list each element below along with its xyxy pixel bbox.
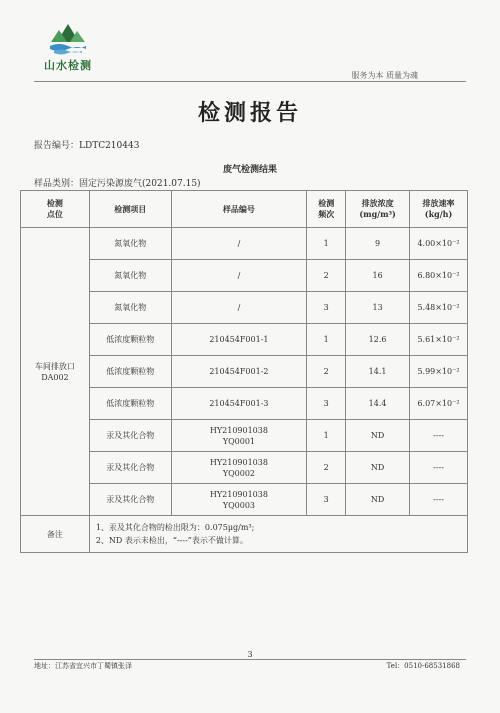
sample-cell: 210454F001-1: [171, 324, 307, 356]
rate-cell: 6.07×10⁻²: [410, 388, 468, 420]
sample-category: 样品类别：固定污染源废气(2021.07.15): [34, 179, 201, 189]
page-title: 检测报告: [197, 100, 302, 126]
freq-cell: 2: [307, 356, 346, 388]
item-cell: 氮氧化物: [89, 228, 171, 260]
rate-cell: 5.99×10⁻²: [410, 356, 468, 388]
sample-cell: HY210901038 YQ0002: [171, 452, 307, 484]
header-sample-no: 样品编号: [171, 191, 307, 228]
note-line: 1、汞及其化合物的检出限为：0.075μg/m³;: [95, 523, 255, 532]
header-concentration: 排放浓度 (mg/m³): [346, 191, 410, 228]
item-cell: 汞及其化合物: [89, 484, 171, 516]
rate-cell: 5.61×10⁻²: [410, 324, 468, 356]
conc-cell: 14.4: [346, 388, 410, 420]
report-number: 报告编号：LDTC210443: [34, 141, 140, 151]
slogan: 服务为本 质量为魂: [351, 71, 418, 80]
header-rule: [34, 81, 466, 82]
item-cell: 低浓度颗粒物: [89, 388, 171, 420]
footer-rule: [34, 659, 466, 660]
item-cell: 汞及其化合物: [89, 452, 171, 484]
notes-content: [89, 516, 467, 553]
header-rate: 排放速率 (kg/h): [410, 191, 468, 228]
notes-row: [21, 516, 468, 553]
location-cell: 车间排放口 DA002: [21, 228, 90, 516]
footer-address: 地址：江苏省宜兴市丁蜀镇张泽: [34, 662, 132, 670]
mountain-water-logo-icon: [48, 22, 88, 56]
freq-cell: 3: [307, 388, 346, 420]
conc-cell: ND: [346, 452, 410, 484]
conc-cell: 12.6: [346, 324, 410, 356]
rate-cell: ----: [410, 452, 468, 484]
freq-cell: 3: [307, 484, 346, 516]
freq-cell: 2: [307, 452, 346, 484]
conc-cell: ND: [346, 420, 410, 452]
rate-cell: ----: [410, 420, 468, 452]
freq-cell: 1: [307, 420, 346, 452]
rate-cell: 4.00×10⁻²: [410, 228, 468, 260]
header-point: 检测 点位: [21, 191, 90, 228]
rate-cell: ----: [410, 484, 468, 516]
conc-cell: 13: [346, 292, 410, 324]
table-title: 废气检测结果: [222, 165, 277, 175]
conc-cell: ND: [346, 484, 410, 516]
item-cell: 氮氧化物: [89, 260, 171, 292]
header-item: 检测项目: [89, 191, 171, 228]
freq-cell: 3: [307, 292, 346, 324]
logo-text: 山水检测: [44, 59, 92, 72]
sample-cell: /: [171, 228, 307, 260]
conc-cell: 14.1: [346, 356, 410, 388]
item-cell: 汞及其化合物: [89, 420, 171, 452]
freq-cell: 1: [307, 324, 346, 356]
item-cell: 低浓度颗粒物: [89, 356, 171, 388]
sample-cell: /: [171, 260, 307, 292]
conc-cell: 9: [346, 228, 410, 260]
freq-cell: 1: [307, 228, 346, 260]
table-row: [21, 228, 468, 260]
sample-cell: HY210901038 YQ0001: [171, 420, 307, 452]
sample-cell: /: [171, 292, 307, 324]
item-cell: 氮氧化物: [89, 292, 171, 324]
conc-cell: 16: [346, 260, 410, 292]
freq-cell: 2: [307, 260, 346, 292]
rate-cell: 5.48×10⁻²: [410, 292, 468, 324]
page-number: 3: [247, 650, 253, 659]
footer-tel: Tel：0510-68531868: [386, 662, 460, 670]
item-cell: 低浓度颗粒物: [89, 324, 171, 356]
results-table: [20, 190, 468, 553]
rate-cell: 6.80×10⁻²: [410, 260, 468, 292]
note-line: 2、ND 表示未检出，“----”表示不做计算。: [95, 536, 248, 545]
sample-cell: 210454F001-2: [171, 356, 307, 388]
table-header-row: [21, 191, 468, 228]
sample-cell: HY210901038 YQ0003: [171, 484, 307, 516]
company-logo: [38, 22, 98, 73]
header-frequency: 检测 频次: [307, 191, 346, 228]
notes-label: 备注: [21, 516, 90, 553]
sample-cell: 210454F001-3: [171, 388, 307, 420]
